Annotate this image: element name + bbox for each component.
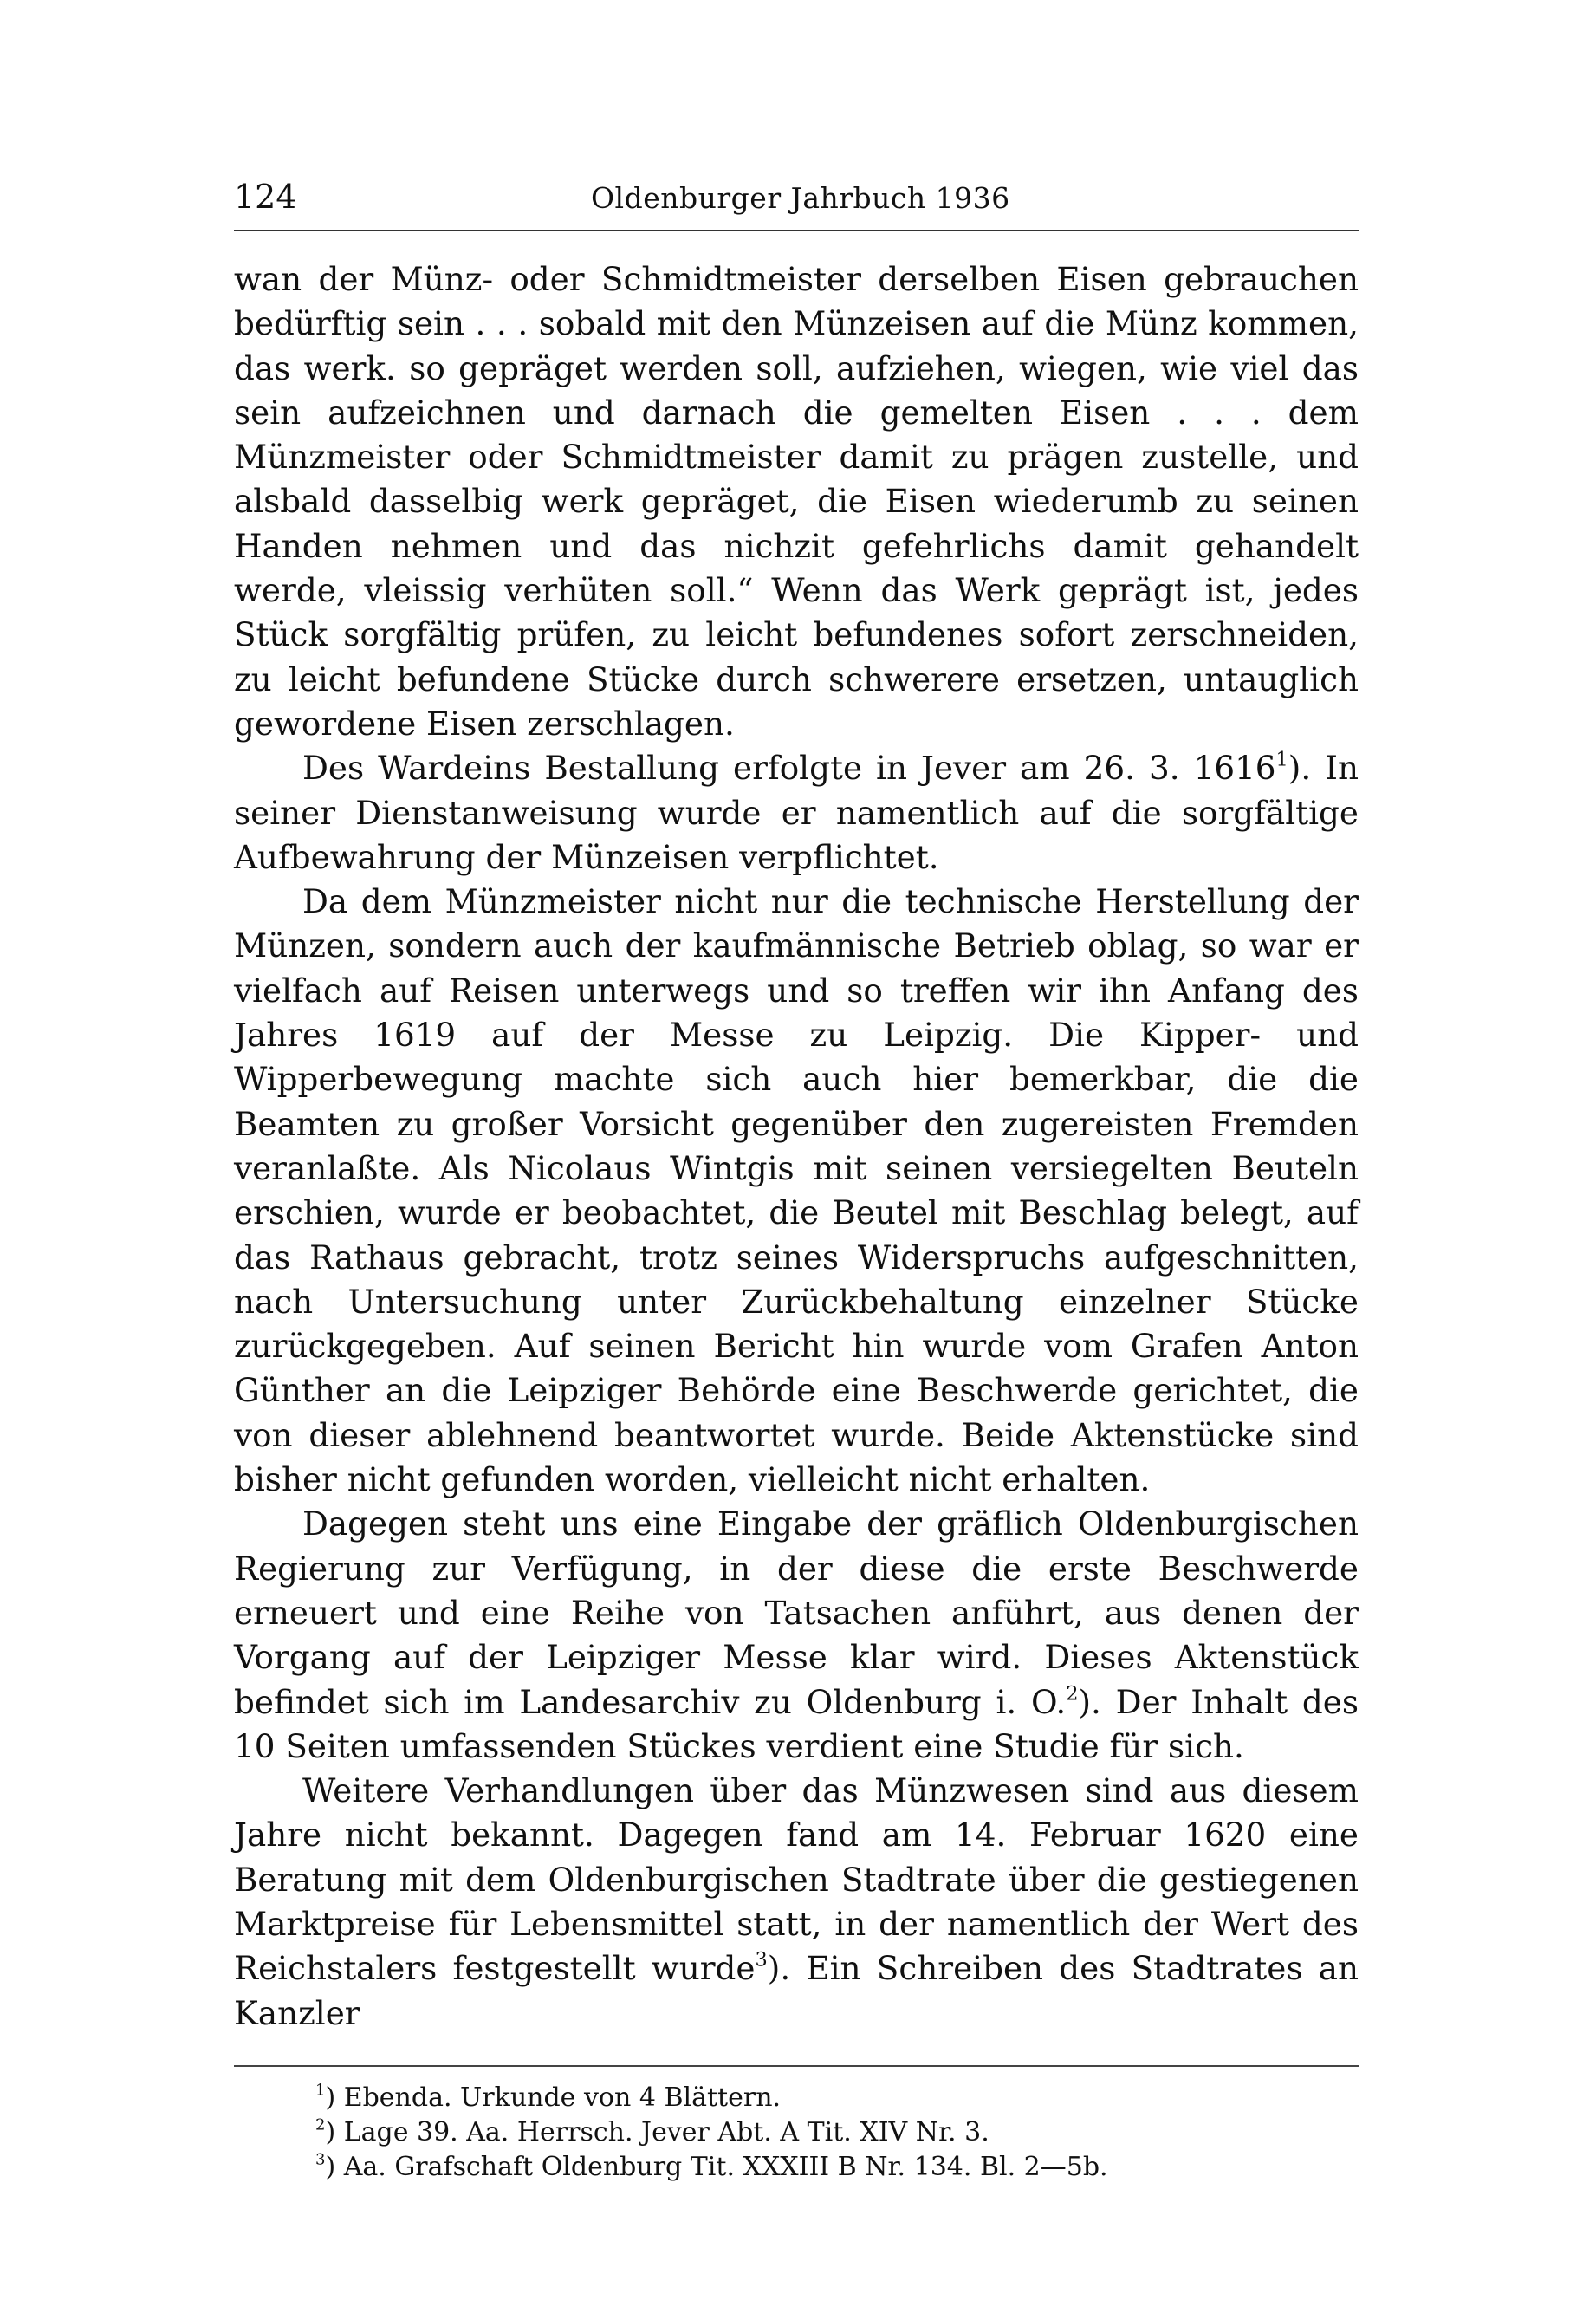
footnote-mark: 3 (315, 2150, 326, 2169)
text-run: Da dem Münzmeister nicht nur die technische Herstellung der Münzen, sondern auch der kaufmännische Betrieb oblag, so war er vielfach auf Reisen unterwegs und so treffen wir ihn Anfang des Jahres 1619 auf der Messe zu Leipzig. Die Kipper- und Wipperbewegung machte sich auch hier bemerkbar, die die Beamten zu großer Vorsicht gegenüber den zugereisten Fremden veranlaßte. Als Nicolaus Wintgis mit seinen versiegelten Beuteln erschien, wurde er beobachtet, die Beutel mit Beschlag belegt, auf das Rathaus gebracht, trotz seines Widerspruchs aufgeschnitten, nach Untersuchung unter Zurückbehaltung einzelner Stücke zurückgegeben. Auf seinen Bericht hin wurde vom Grafen Anton Günther an die Leipziger Behörde eine Beschwerde gerichtet, die von dieser ablehnend beantwortet wurde. Beide Aktenstücke sind bisher nicht gefunden worden, vielleicht nicht erhalten. (234, 882, 1359, 1499)
body-text (234, 257, 1359, 2036)
text-run: Weitere Verhandlungen über das Münzwesen sind aus diesem Jahre nicht bekannt. Dagegen fand am 14. Februar 1620 eine Beratung mit dem Oldenburgischen Stadtrate über die gestiegenen Marktpreise für Lebensmittel statt, in der namentlich der Wert des Reichstalers festgestellt wurde (234, 1771, 1359, 1988)
running-title: Oldenburger Jahrbuch 1936 (591, 181, 1010, 215)
footnote-1 (315, 2081, 1359, 2115)
document-page (234, 178, 1359, 2185)
text-run: Des Wardeins Bestallung erfolgte in Jever am 26. 3. 1616 (302, 749, 1276, 788)
footnote-ref-2: 2 (1066, 1681, 1079, 1705)
page-number: 124 (234, 178, 297, 216)
paragraph-5 (234, 1769, 1359, 2036)
text-run: ). Der Inhalt des 10 Seiten umfassenden Stückes verdient eine Studie für sich. (234, 1682, 1359, 1765)
footnote-ref-3: 3 (755, 1948, 768, 1972)
page-header (234, 178, 1359, 231)
paragraph-1 (234, 257, 1359, 746)
text-run: Dagegen steht uns eine Eingabe der gräflich Oldenburgischen Regierung zur Verfügung, in der diese die erste Beschwerde erneuert und eine Reihe von Tatsachen anführt, aus denen der Vorgang auf der Leipziger Messe klar wird. Dieses Aktenstück befindet sich im Landesarchiv zu Oldenburg i. O. (234, 1504, 1359, 1721)
footnote-ref-1: 1 (1275, 748, 1288, 771)
paragraph-4 (234, 1502, 1359, 1769)
footnote-3 (315, 2150, 1359, 2185)
footnotes (234, 2081, 1359, 2185)
text-run: ). Ein Schreiben des Stadtrates an Kanzler (234, 1949, 1359, 2032)
footnote-mark: 2 (315, 2115, 326, 2134)
text-run: wan der Münz- oder Schmidtmeister derselben Eisen gebrauchen bedürftig sein . . . sobald mit den Münzeisen auf die Münz kommen, das werk. so gepräget werden soll, aufziehen, wiegen, wie viel das sein aufzeichnen und darnach die gemelten Eisen . . . dem Münzmeister oder Schmidtmeister damit zu prägen zustelle, und alsbald dasselbig werk gepräget, die Eisen wiederumb zu seinen Handen nehmen und das nichzit gefehrlichs damit gehandelt werde, vleissig verhüten soll.“ Wenn das Werk geprägt ist, jedes Stück sorgfältig prüfen, zu leicht befundenes sofort zerschneiden, zu leicht befundene Stücke durch schwerere ersetzen, untauglich gewordene Eisen zerschlagen. (234, 260, 1359, 743)
footnote-text: ) Aa. Grafschaft Oldenburg Tit. XXXIII B Nr. 134. Bl. 2—5b. (325, 2151, 1108, 2182)
text-run: ). In seiner Dienstanweisung wurde er namentlich auf die sorgfältige Aufbewahrung der Münzeisen verpflichtet. (234, 749, 1359, 876)
footnote-text: ) Ebenda. Urkunde von 4 Blättern. (325, 2082, 782, 2113)
footnote-text: ) Lage 39. Aa. Herrsch. Jever Abt. A Tit. XIV Nr. 3. (325, 2116, 989, 2147)
footnote-mark: 1 (315, 2081, 326, 2100)
paragraph-3 (234, 880, 1359, 1502)
footnote-divider (234, 2065, 1359, 2067)
paragraph-2 (234, 746, 1359, 880)
footnote-2 (315, 2115, 1359, 2150)
